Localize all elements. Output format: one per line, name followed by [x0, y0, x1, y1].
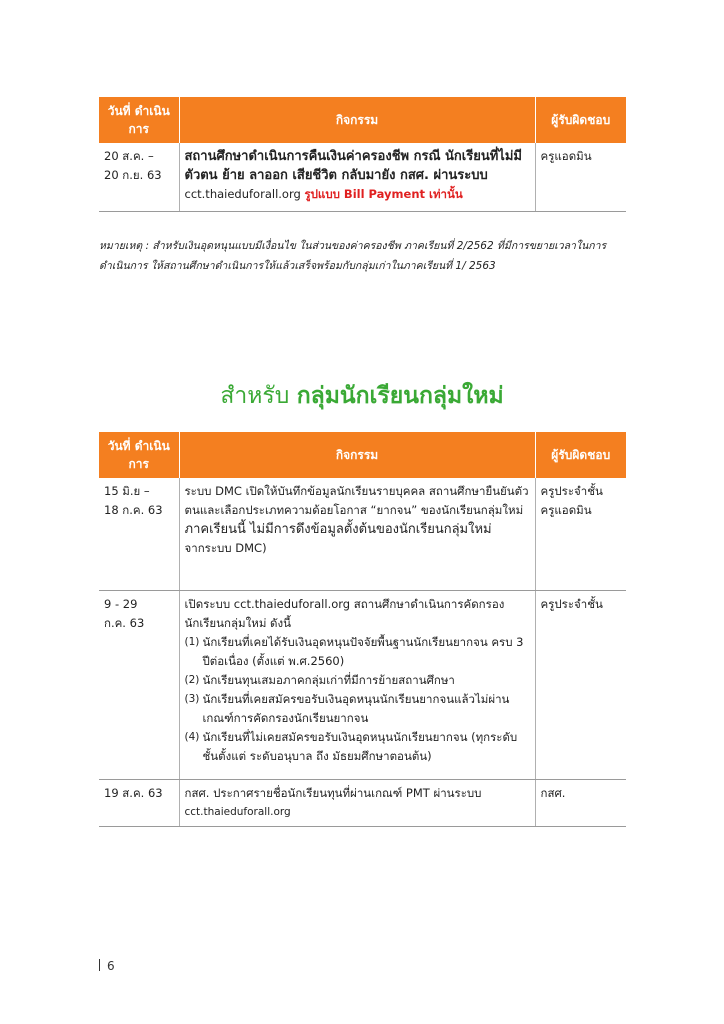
activity-text: ระบบ DMC เปิดให้บันทึกข้อมูลนักเรียนรายบุคคล สถานศึกษายืนยันตัวตนและเลือกประเภทความด้อยโอกาส “ยากจน” ของนักเรียนกลุ่มใหม่ — [184, 484, 529, 517]
date-cell — [99, 478, 179, 591]
table-row — [99, 478, 626, 591]
criteria-list — [185, 633, 530, 766]
activity-cell — [179, 143, 535, 212]
responsible-cell — [535, 478, 626, 591]
date-end: 20 ก.ย. 63 — [104, 168, 162, 182]
table-row — [99, 143, 626, 212]
activity-url: cct.thaieduforall.org — [184, 806, 291, 818]
table-row — [99, 780, 626, 827]
date-end: 18 ก.ค. 63 — [104, 503, 163, 517]
activity-red-note: รูปแบบ Bill Payment เท่านั้น — [304, 187, 463, 201]
page-number-divider — [99, 959, 100, 971]
activity-text: กสศ. ประกาศรายชื่อนักเรียนทุนที่ผ่านเกณฑ์ PMT ผ่านระบบ — [184, 786, 482, 800]
activity-url: cct.thaieduforall.org — [184, 187, 301, 201]
section-heading — [0, 379, 724, 413]
schedule-table-existing — [99, 97, 626, 212]
table-header-row — [99, 432, 626, 478]
list-item: (1) นักเรียนที่เคยได้รับเงินอุดหนุนปัจจัยพื้นฐานนักเรียนยากจน ครบ 3 ปีต่อเนื่อง (ตั้งแต่ พ.ศ.2560) — [184, 635, 524, 668]
date-cell — [99, 143, 179, 212]
activity-tail: จากระบบ DMC) — [184, 541, 267, 555]
responsible-cell: ครูประจำชั้น — [535, 591, 626, 780]
page-number: 6 — [99, 959, 115, 973]
header-responsible: ผู้รับผิดชอบ — [535, 432, 626, 478]
activity-text: สถานศึกษาดำเนินการคืนเงินค่าครองชีพ กรณี นักเรียนที่ไม่มีตัวตน ย้าย ลาออก เสียชีวิต กลับมายัง กสศ. ผ่านระบบ — [184, 149, 522, 183]
list-item: (3) นักเรียนที่เคยสมัครขอรับเงินอุดหนุนนักเรียนยากจนแล้วไม่ผ่านเกณฑ์การคัดกรองนักเรียนยากจน — [184, 692, 510, 725]
date-cell: 19 ส.ค. 63 — [99, 780, 179, 827]
table-row — [99, 591, 626, 780]
header-date: วันที่ ดำเนินการ — [99, 97, 179, 143]
header-activity: กิจกรรม — [179, 432, 535, 478]
responsible-cell: ครูแอดมิน — [535, 143, 626, 212]
header-responsible: ผู้รับผิดชอบ — [535, 97, 626, 143]
date-start: 20 ส.ค. – — [104, 149, 154, 163]
table-header-row — [99, 97, 626, 143]
list-item: (2) นักเรียนทุนเสมอภาคกลุ่มเก่าที่มีการย้ายสถานศึกษา — [184, 673, 455, 687]
activity-notice: ภาคเรียนนี้ ไม่มีการดึงข้อมูลตั้งต้นของนักเรียนกลุ่มใหม่ — [184, 522, 492, 537]
date-cell — [99, 591, 179, 780]
date-end: ก.ค. 63 — [104, 616, 145, 630]
activity-cell — [179, 591, 535, 780]
header-activity: กิจกรรม — [179, 97, 535, 143]
activity-cell — [179, 478, 535, 591]
footnote: หมายเหตุ : สำหรับเงินอุดหนุนแบบมีเงื่อนไข ในส่วนของค่าครองชีพ ภาคเรียนที่ 2/2562 ที่มีการขยายเวลาในการดำเนินการ ให้สถานศึกษาดำเนินการให้แล้วเสร็จพร้อมกับกลุ่มเก่าในภาคเรียนที่ 1/ 2563 — [99, 240, 607, 272]
date-start: 9 - 29 — [104, 597, 138, 611]
section-heading-highlight: กลุ่มนักเรียนกลุ่มใหม่ — [296, 383, 504, 409]
list-item: (4) นักเรียนที่ไม่เคยสมัครขอรับเงินอุดหนุนนักเรียนยากจน (ทุกระดับชั้นตั้งแต่ ระดับอนุบาล ถึง มัธยมศึกษาตอนต้น) — [184, 730, 518, 763]
schedule-table-new — [99, 432, 626, 827]
responsible-cell: กสศ. — [535, 780, 626, 827]
responsible-1: ครูประจำชั้น — [540, 484, 603, 498]
header-date: วันที่ ดำเนินการ — [99, 432, 179, 478]
section-heading-prefix: สำหรับ — [220, 383, 290, 409]
responsible-2: ครูแอดมิน — [540, 503, 592, 517]
date-start: 15 มิ.ย – — [104, 484, 150, 498]
activity-cell — [179, 780, 535, 827]
activity-intro: เปิดระบบ cct.thaieduforall.org สถานศึกษาดำเนินการคัดกรองนักเรียนกลุ่มใหม่ ดังนี้ — [184, 597, 505, 630]
